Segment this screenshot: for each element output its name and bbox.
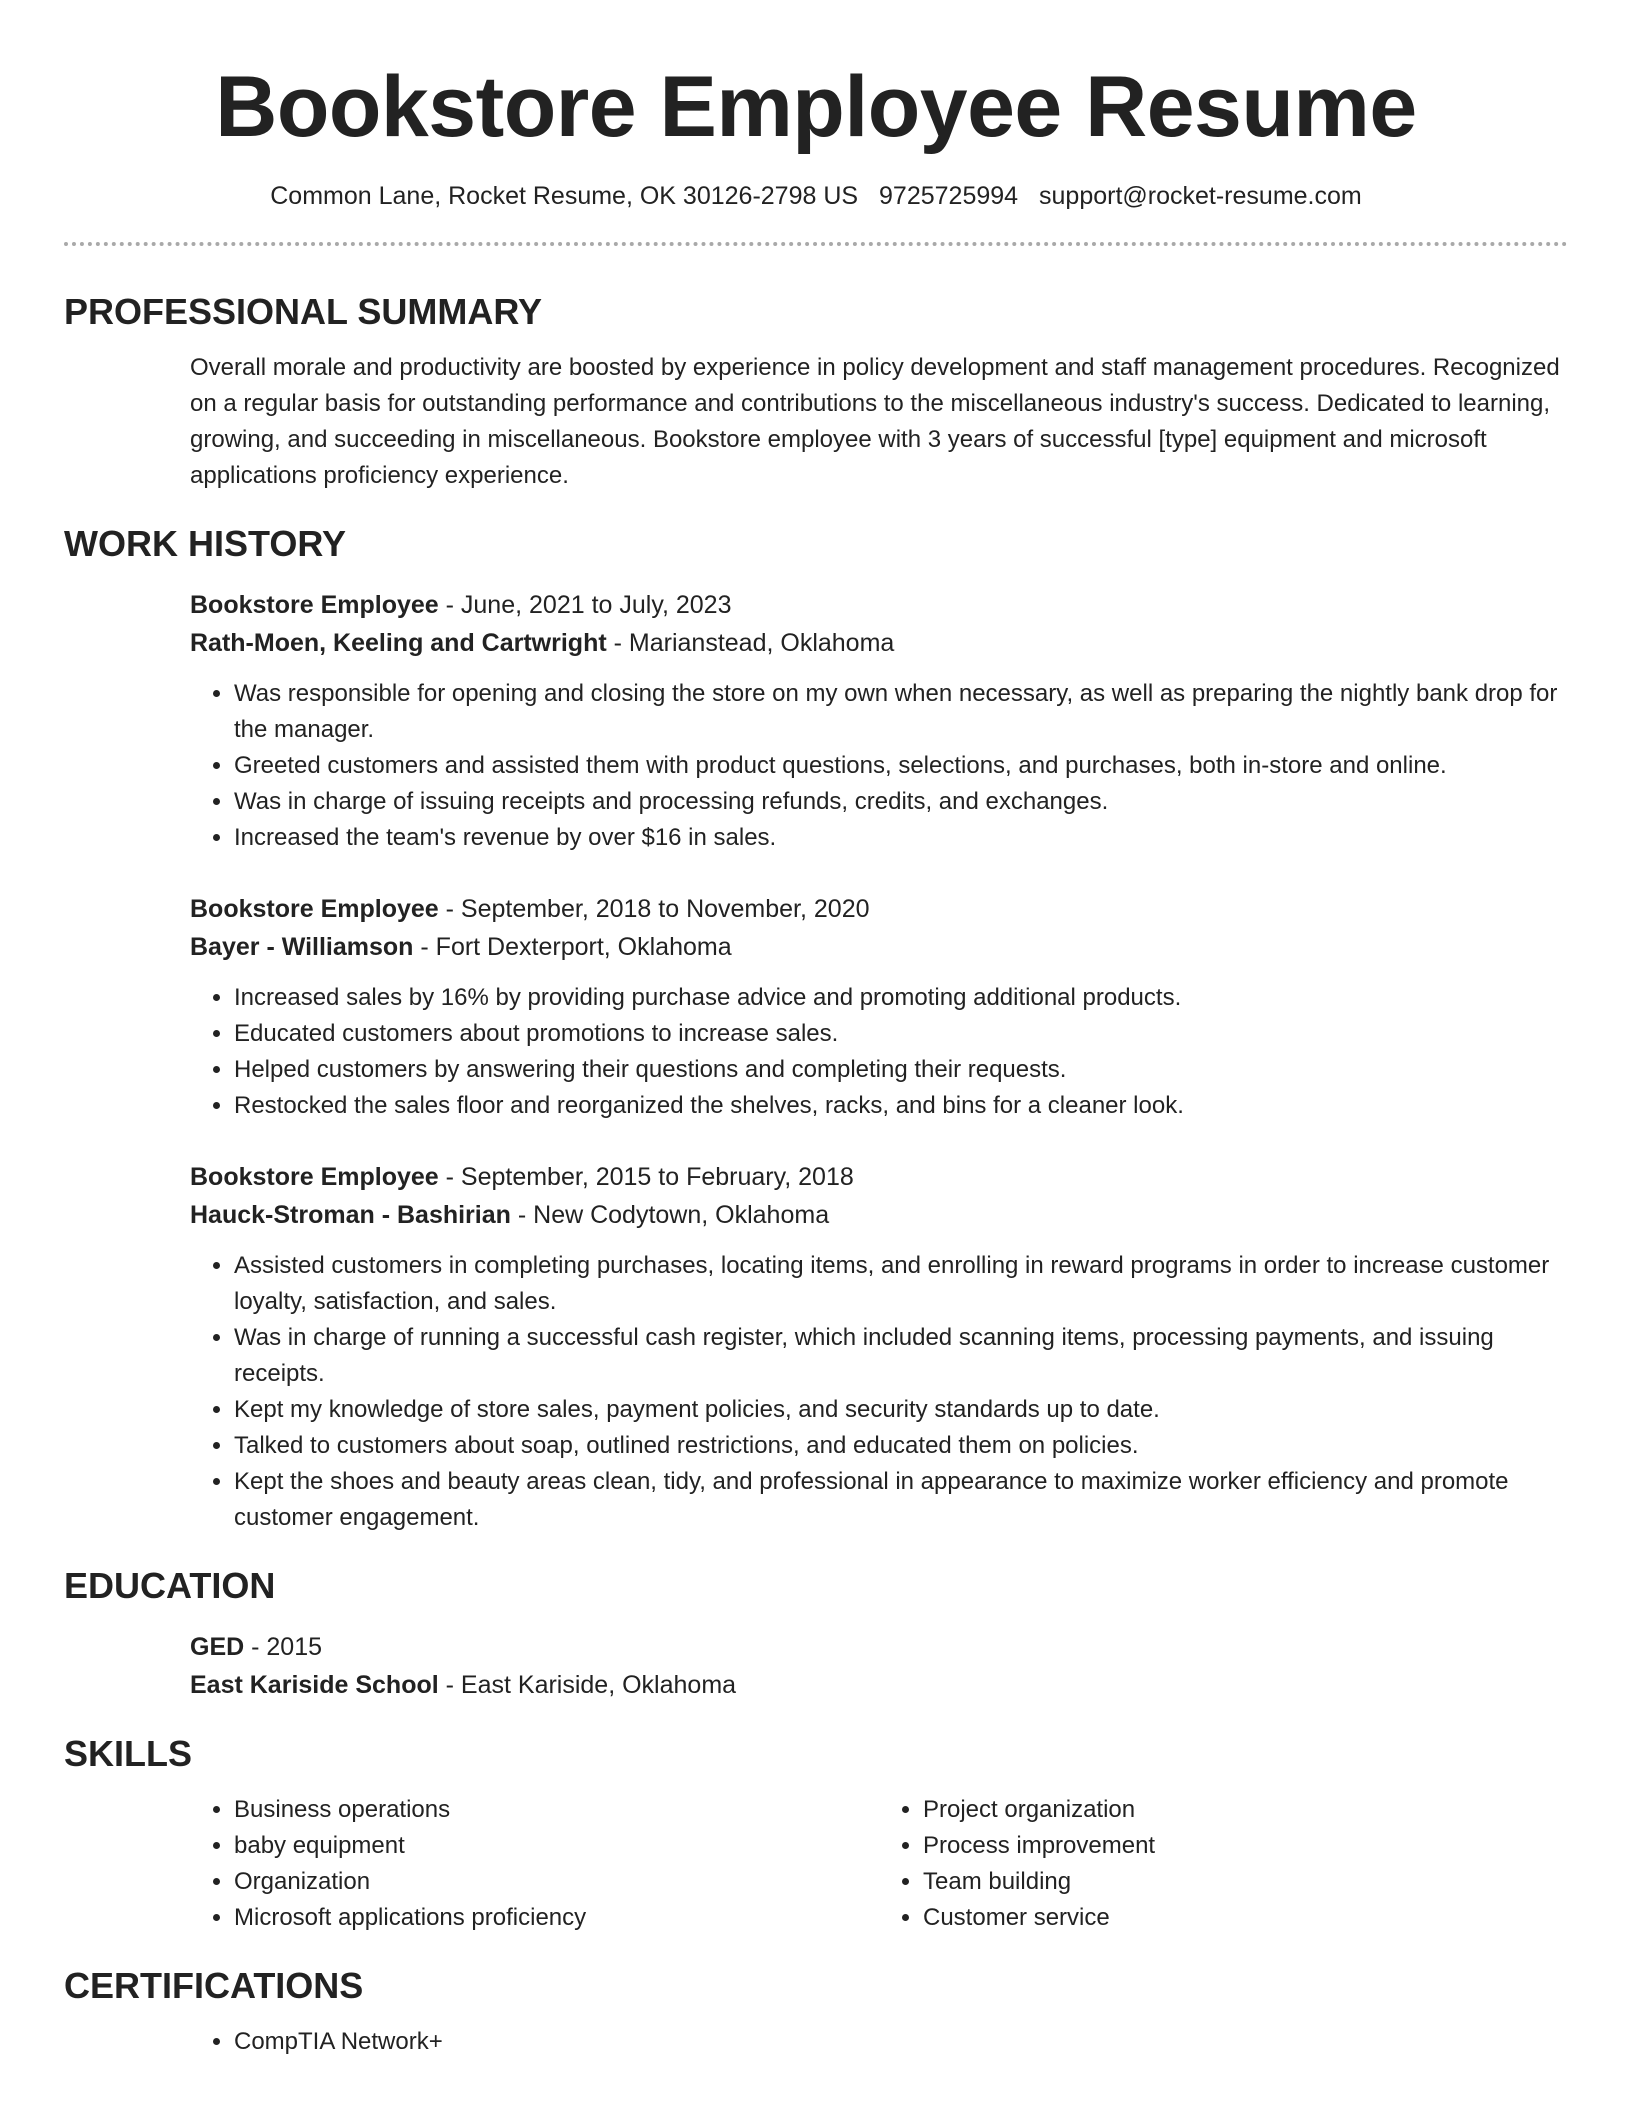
list-item: • Was in charge of issuing receipts and processing refunds, credits, and exchanges.	[234, 784, 1568, 820]
skills-section	[190, 1792, 1568, 1936]
list-item: • Assisted customers in completing purchases, locating items, and enrolling in reward programs in order to increase customer loyalty, satisfaction, and sales.	[234, 1248, 1568, 1320]
contact-line	[64, 180, 1568, 212]
job-entry	[190, 890, 1568, 1124]
list-item: • Business operations	[234, 1792, 879, 1828]
job-location: - New Codytown, Oklahoma	[510, 1201, 830, 1229]
list-item: • Greeted customers and assisted them with product questions, selections, and purchases, both in-store and online.	[234, 748, 1568, 784]
contact-email: support@rocket-resume.com	[1039, 182, 1362, 210]
list-item: • Customer service	[923, 1900, 1568, 1936]
contact-phone: 9725725994	[879, 182, 1019, 210]
job-location: - Marianstead, Oklahoma	[606, 629, 895, 657]
list-item: • Was in charge of running a successful cash register, which included scanning items, processing payments, and issuing receipts.	[234, 1320, 1568, 1392]
job-title-line	[190, 890, 1568, 928]
job-entry	[190, 586, 1568, 856]
skills-column-left	[190, 1792, 879, 1936]
job-bullets	[190, 676, 1568, 856]
job-company: Rath-Moen, Keeling and Cartwright	[190, 629, 607, 657]
list-item: • Process improvement	[923, 1828, 1568, 1864]
job-title: Bookstore Employee	[190, 1163, 439, 1191]
contact-address: Common Lane, Rocket Resume, OK 30126-2798 US	[270, 182, 859, 210]
list-item: • Was responsible for opening and closing the store on my own when necessary, as well as preparing the nightly bank drop for the manager.	[234, 676, 1568, 748]
job-company: Hauck-Stroman - Bashirian	[190, 1201, 511, 1229]
job-dates: - June, 2021 to July, 2023	[438, 591, 732, 619]
resume-title: Bookstore Employee Resume	[215, 59, 1417, 155]
summary-text: Overall morale and productivity are boosted by experience in policy development and staff management procedures. Recognized on a regular basis for outstanding performance and contributions to the miscellaneous industry's success. Dedicated to learning, growing, and succeeding in miscellaneous. Bookstore employee with 3 years of successful [type] equipment and microsoft applications proficiency experience.	[190, 354, 1560, 489]
list-item: • Kept my knowledge of store sales, payment policies, and security standards up to date.	[234, 1392, 1568, 1428]
list-item: • Project organization	[923, 1792, 1568, 1828]
list-item: • Organization	[234, 1864, 879, 1900]
job-title-line	[190, 586, 1568, 624]
education-degree-line	[190, 1628, 1568, 1666]
education-degree: GED	[190, 1633, 245, 1661]
job-title: Bookstore Employee	[190, 895, 439, 923]
work-heading: WORK HISTORY	[64, 523, 347, 564]
job-title-line	[190, 1158, 1568, 1196]
education-year: - 2015	[244, 1633, 323, 1661]
job-title: Bookstore Employee	[190, 591, 439, 619]
list-item: • Team building	[923, 1864, 1568, 1900]
job-bullets	[190, 980, 1568, 1124]
list-item: • Helped customers by answering their questions and completing their requests.	[234, 1052, 1568, 1088]
list-item: • Talked to customers about soap, outlined restrictions, and educated them on policies.	[234, 1428, 1568, 1464]
job-dates: - September, 2015 to February, 2018	[438, 1163, 854, 1191]
education-heading: EDUCATION	[64, 1565, 276, 1606]
list-item: • Restocked the sales floor and reorganized the shelves, racks, and bins for a cleaner look.	[234, 1088, 1568, 1124]
list-item: • Microsoft applications proficiency	[234, 1900, 879, 1936]
certifications-heading: CERTIFICATIONS	[64, 1965, 364, 2006]
summary-section	[190, 350, 1568, 494]
job-location: - Fort Dexterport, Oklahoma	[413, 933, 732, 961]
education-school: East Kariside School	[190, 1671, 439, 1699]
certifications-section	[190, 2024, 1568, 2060]
job-dates: - September, 2018 to November, 2020	[438, 895, 870, 923]
list-item: • baby equipment	[234, 1828, 879, 1864]
list-item: • Educated customers about promotions to increase sales.	[234, 1016, 1568, 1052]
work-section	[190, 586, 1568, 1536]
job-company: Bayer - Williamson	[190, 933, 414, 961]
list-item: • CompTIA Network+	[234, 2024, 1568, 2060]
certifications-list	[190, 2024, 1568, 2060]
list-item: • Increased the team's revenue by over $16 in sales.	[234, 820, 1568, 856]
header-divider	[64, 242, 1568, 246]
education-location: - East Kariside, Oklahoma	[438, 1671, 737, 1699]
summary-heading: PROFESSIONAL SUMMARY	[64, 291, 543, 332]
list-item: • Increased sales by 16% by providing purchase advice and promoting additional products.	[234, 980, 1568, 1016]
job-company-line	[190, 928, 1568, 966]
education-section	[190, 1628, 1568, 1704]
job-bullets	[190, 1248, 1568, 1536]
job-company-line	[190, 1196, 1568, 1234]
education-school-line	[190, 1666, 1568, 1704]
skills-grid	[190, 1792, 1568, 1936]
job-entry	[190, 1158, 1568, 1536]
list-item: • Kept the shoes and beauty areas clean, tidy, and professional in appearance to maximize worker efficiency and promote customer engagement.	[234, 1464, 1568, 1536]
skills-column-right	[879, 1792, 1568, 1936]
job-company-line	[190, 624, 1568, 662]
skills-heading: SKILLS	[64, 1733, 193, 1774]
